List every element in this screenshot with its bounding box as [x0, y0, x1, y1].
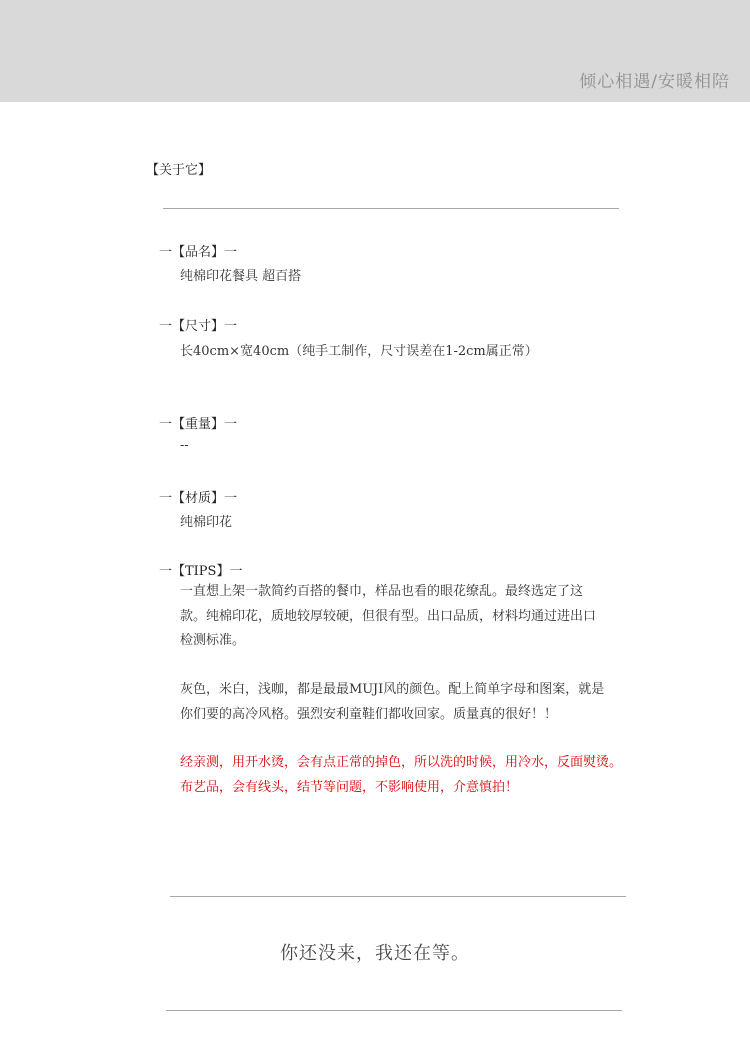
tips-label: 一【TIPS】一 — [159, 564, 243, 579]
size-value: 长40cm×宽40cm（纯手工制作，尺寸误差在1-2cm属正常） — [180, 344, 538, 359]
weight-value: -- — [180, 438, 189, 453]
material-value: 纯棉印花 — [180, 515, 233, 530]
size-label: 一【尺寸】一 — [159, 319, 238, 334]
tips-style-line: 你们要的高冷风格。强烈安利童鞋们都收回家。质量真的很好！！ — [180, 706, 558, 722]
product-name-label: 一【品名】一 — [159, 245, 238, 260]
material-label: 一【材质】一 — [159, 491, 238, 506]
tips-description-line: 款。纯棉印花，质地较厚较硬，但很有型。出口品质，材料均通过进出口 — [180, 608, 597, 624]
care-warning-line: 经亲测，用开水烫，会有点正常的掉色，所以洗的时候，用冷水，反面熨烫。 — [180, 755, 623, 770]
bottom-divider — [166, 1010, 622, 1011]
tips-style-note — [180, 678, 650, 727]
top-divider — [163, 208, 619, 209]
middle-divider — [170, 896, 626, 897]
banner-slogan: 倾心相遇/安暖相陪 — [579, 72, 730, 92]
about-heading: 【关于它】 — [146, 163, 212, 178]
product-name-value: 纯棉印花餐具 超百搭 — [180, 269, 302, 284]
care-warning — [180, 751, 650, 800]
tips-description-line: 一直想上架一款简约百搭的餐巾，样品也看的眼花缭乱。最终选定了这 — [180, 584, 584, 599]
tips-style-line: 灰色，米白，浅咖，都是最最MUJI风的颜色。配上简单字母和图案，就是 — [180, 682, 605, 697]
tips-description-line: 检测标准。 — [180, 633, 246, 648]
tips-description — [180, 580, 650, 654]
closing-message: 你还没来，我还在等。 — [280, 943, 470, 964]
care-warning-line: 布艺品，会有线头，结节等问题，不影响使用，介意慎拍！ — [180, 779, 519, 795]
weight-label: 一【重量】一 — [159, 417, 238, 432]
header-banner — [0, 0, 750, 102]
